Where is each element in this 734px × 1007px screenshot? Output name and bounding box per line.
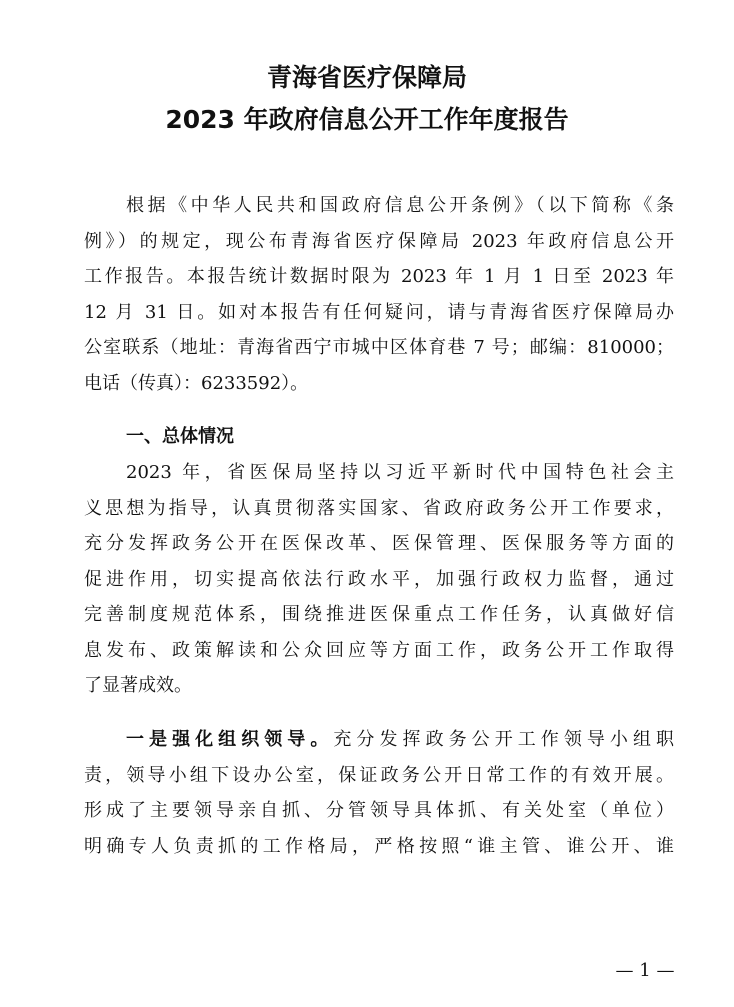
document-title: 青海省医疗保障局 <box>266 63 467 92</box>
section-heading: 一、总体情况 <box>126 426 234 447</box>
intro-line: 例》）的规定，现公布青海省医疗保障局 2023 年政府信息公开 <box>84 230 674 252</box>
intro-line: 12 月 31 日。如对本报告有任何疑问，请与青海省医疗保障局办 <box>84 301 674 323</box>
overview-line: 了显著成效。 <box>84 675 192 696</box>
intro-line: 公室联系（地址：青海省西宁市城中区体育巷 7 号；邮编：810000； <box>84 337 674 358</box>
overview-line: 息发布、政策解读和公众回应等方面工作，政务公开工作取得 <box>84 639 674 661</box>
overview-line: 充分发挥政务公开在医保改革、医保管理、医保服务等方面的 <box>84 533 674 554</box>
intro-paragraph <box>84 188 674 401</box>
intro-line: 工作报告。本报告统计数据时限为 2023 年 1 月 1 日至 2023 年 <box>84 266 674 287</box>
point1-lead: 一是强化组织领导。 <box>126 729 334 750</box>
overview-line: 2023 年，省医保局坚持以习近平新时代中国特色社会主 <box>126 462 674 483</box>
overview-paragraph <box>84 455 674 704</box>
intro-line: 根据《中华人民共和国政府信息公开条例》（以下简称《条 <box>126 195 674 216</box>
page-number: — 1 — <box>615 960 675 981</box>
point1-first-text: 充分发挥政务公开工作领导小组职 <box>333 729 674 750</box>
intro-line: 电话（传真）：6233592）。 <box>84 372 309 394</box>
point1-line <box>84 722 674 758</box>
point1-paragraph <box>84 722 674 864</box>
overview-line: 促进作用，切实提高依法行政水平，加强行政权力监督，通过 <box>84 568 674 590</box>
point1-line: 明确专人负责抓的工作格局，严格按照“谁主管、谁公开、谁 <box>84 835 674 857</box>
overview-line: 义思想为指导，认真贯彻落实国家、省政府政务公开工作要求， <box>84 497 674 519</box>
point1-line: 责，领导小组下设办公室，保证政务公开日常工作的有效开展。 <box>84 764 674 786</box>
document-subtitle: 2023 年政府信息公开工作年度报告 <box>165 105 569 134</box>
point1-line: 形成了主要领导亲自抓、分管领导具体抓、有关处室（单位） <box>84 800 674 821</box>
overview-line: 完善制度规范体系，围绕推进医保重点工作任务，认真做好信 <box>84 604 674 625</box>
